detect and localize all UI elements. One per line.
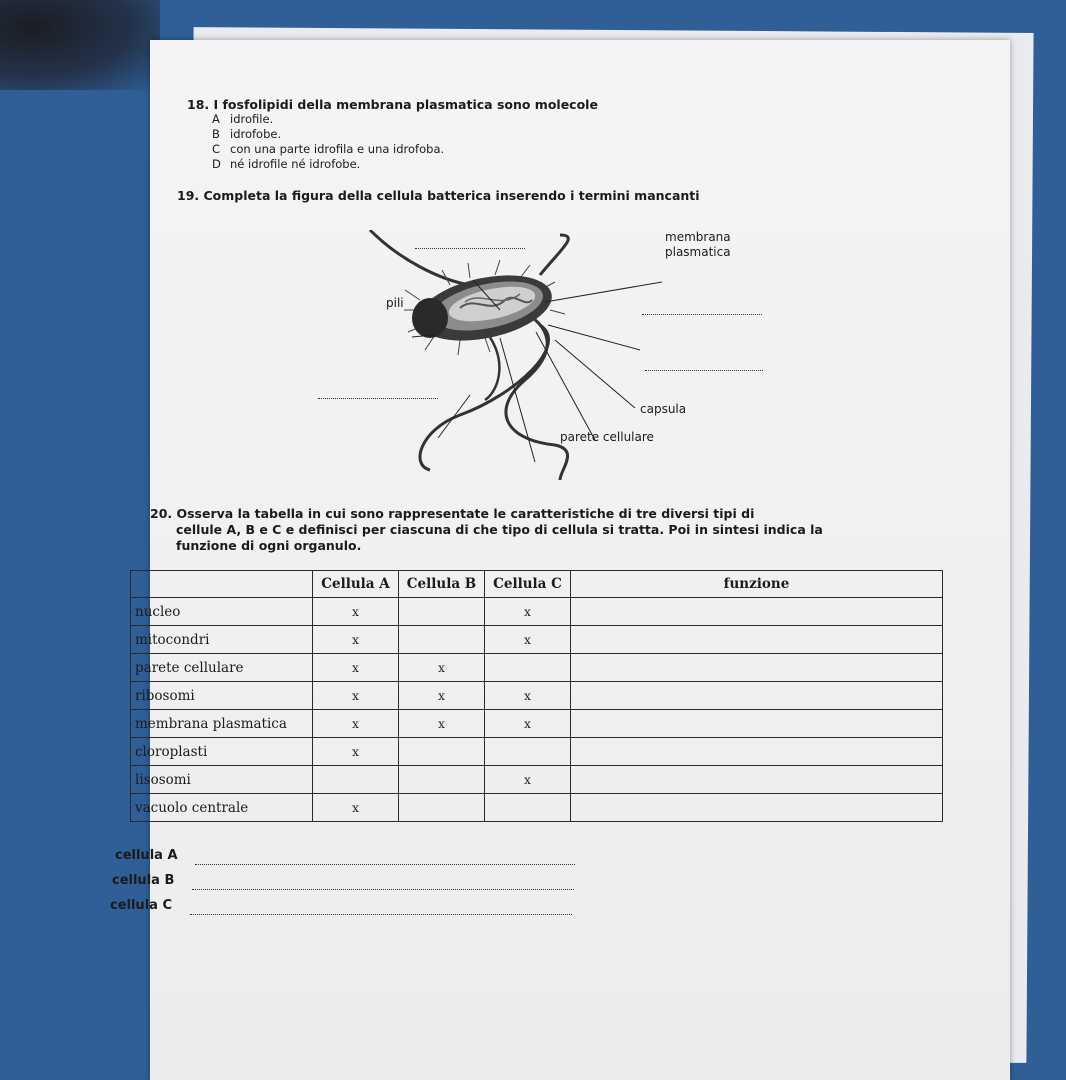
table-header-row [131,571,943,598]
funzione-cell[interactable] [571,766,943,794]
cell-b-mark[interactable] [399,598,485,626]
background-dark-object [0,0,160,90]
organelle-name: nucleo [131,598,313,626]
cell-b-mark[interactable]: x [399,710,485,738]
q19-title: 19. Completa la figura della cellula batterica inserendo i termini mancanti [177,188,700,203]
cell-a-mark[interactable]: x [313,626,399,654]
q18-option-d [212,157,360,171]
cell-b-mark[interactable] [399,626,485,654]
funzione-cell[interactable] [571,710,943,738]
funzione-cell[interactable] [571,682,943,710]
header-empty [131,571,313,598]
cell-c-mark[interactable] [485,794,571,822]
cell-a-mark[interactable]: x [313,794,399,822]
cell-a-mark[interactable]: x [313,738,399,766]
answer-cellula-c-label: cellula C [110,898,172,913]
q18-title: 18. I fosfolipidi della membrana plasmatica sono molecole [187,97,598,112]
option-text: con una parte idrofila e una idrofoba. [230,142,445,156]
cell-c-mark[interactable]: x [485,766,571,794]
worksheet-page [110,40,1010,1080]
option-letter: B [212,127,220,141]
funzione-cell[interactable] [571,794,943,822]
cell-c-mark[interactable]: x [485,710,571,738]
cell-a-mark[interactable]: x [313,710,399,738]
organelle-name: cloroplasti [131,738,313,766]
cell-b-mark[interactable] [399,794,485,822]
cell-b-mark[interactable]: x [399,654,485,682]
header-cellula-b: Cellula B [399,571,485,598]
label-membrana-line2: plasmatica [665,245,731,259]
cell-c-mark[interactable]: x [485,682,571,710]
bacterium-diagram [310,230,790,480]
option-letter: D [212,157,221,171]
funzione-cell[interactable] [571,626,943,654]
cell-b-mark[interactable] [399,738,485,766]
bacterium-illustration [310,230,790,480]
option-letter: C [212,142,221,156]
option-letter: A [212,112,220,126]
label-capsula: capsula [640,402,687,416]
table-row [131,626,943,654]
blank-line-1[interactable] [415,248,525,249]
q18-option-c [212,142,444,156]
organelle-table [130,570,943,822]
funzione-cell[interactable] [571,738,943,766]
table-row [131,710,943,738]
q20-line-3: funzione di ogni organulo. [176,538,362,553]
cell-b-mark[interactable]: x [399,682,485,710]
option-text: idrofobe. [230,127,282,141]
blank-line-2[interactable] [642,314,762,315]
q20-line-1: 20. Osserva la tabella in cui sono rappresentate le caratteristiche di tre diversi tipi di [150,506,755,521]
label-membrana-line1: membrana [665,230,731,244]
cell-c-mark[interactable]: x [485,626,571,654]
answer-cellula-c-line[interactable] [190,914,572,915]
answer-cellula-a-line[interactable] [195,864,575,865]
cell-a-mark[interactable]: x [313,654,399,682]
q18-option-a [212,112,273,126]
option-text: né idrofile né idrofobe. [230,157,361,171]
option-text: idrofile. [230,112,274,126]
cell-a-mark[interactable]: x [313,682,399,710]
cell-c-mark[interactable] [485,738,571,766]
table-row [131,598,943,626]
cell-c-mark[interactable]: x [485,598,571,626]
header-cellula-a: Cellula A [313,571,399,598]
funzione-cell[interactable] [571,598,943,626]
organelle-name: ribosomi [131,682,313,710]
answer-cellula-b-line[interactable] [192,889,574,890]
answer-cellula-a-label: cellula A [115,848,178,863]
answer-cellula-b-label: cellula B [112,873,175,888]
cell-a-mark[interactable] [313,766,399,794]
label-pili: pili [386,296,404,310]
table-row [131,738,943,766]
table-row [131,794,943,822]
organelle-name: membrana plasmatica [131,710,313,738]
organelle-name: vacuolo centrale [131,794,313,822]
header-cellula-c: Cellula C [485,571,571,598]
funzione-cell[interactable] [571,654,943,682]
table-row [131,682,943,710]
organelle-name: lisosomi [131,766,313,794]
header-funzione: funzione [571,571,943,598]
table-row [131,654,943,682]
cell-c-mark[interactable] [485,654,571,682]
blank-line-3[interactable] [645,370,763,371]
organelle-name: parete cellulare [131,654,313,682]
cell-a-mark[interactable]: x [313,598,399,626]
table-row [131,766,943,794]
cell-b-mark[interactable] [399,766,485,794]
blank-line-4[interactable] [318,398,438,399]
organelle-name: mitocondri [131,626,313,654]
q18-option-b [212,127,281,141]
q20-line-2: cellule A, B e C e definisci per ciascuna di che tipo di cellula si tratta. Poi in sintesi indica la [176,522,823,537]
label-parete-cellulare: parete cellulare [560,430,654,444]
